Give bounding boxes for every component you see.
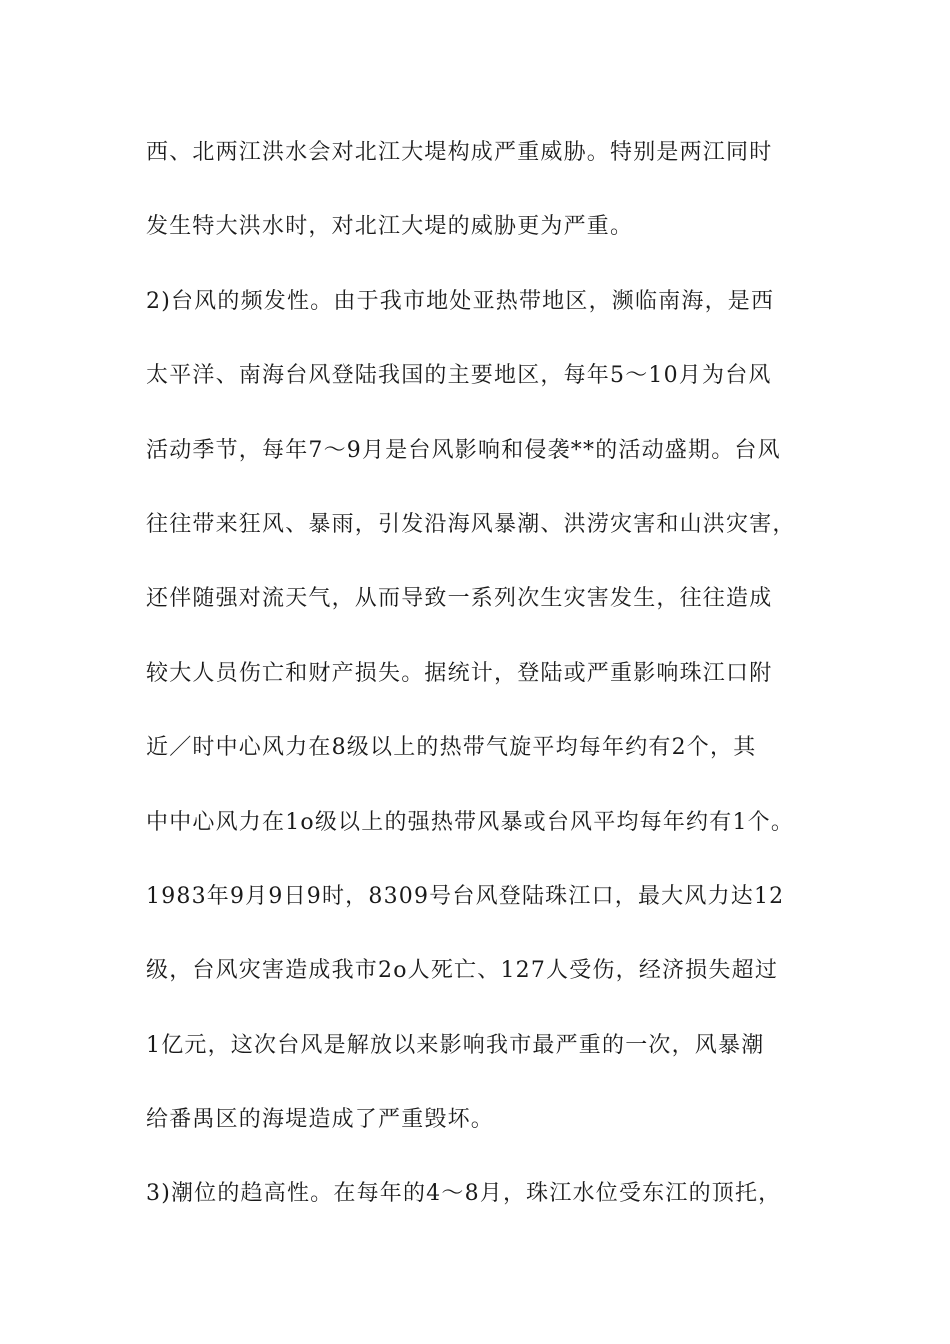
text-line: 西、北两江洪水会对北江大堤构成严重威胁。特别是两江同时 [146,140,773,165]
text-line: 3)潮位的趋高性。在每年的4～8月，珠江水位受东江的顶托， [146,1181,782,1207]
text-line: 近／时中心风力在8级以上的热带气旋平均每年约有2个，其 [146,735,757,761]
body-text [146,131,826,1247]
text-line: 1983年9月9日9时，8309号台风登陆珠江口，最大风力达12 [146,883,785,909]
text-line: 还伴随强对流天气，从而导致一系列次生灾害发生，往往造成 [146,586,773,612]
text-line: 活动季节，每年7～9月是台风影响和侵袭**的活动盛期。台风 [146,437,781,463]
text-line: 给番禺区的海堤造成了严重毁坏。 [146,1107,495,1133]
text-line: 较大人员伤亡和财产损失。据统计，登陆或严重影响珠江口附 [146,660,773,686]
text-line: 1亿元，这次台风是解放以来影响我市最严重的一次，风暴潮 [146,1032,765,1058]
text-line: 级，台风灾害造成我市2o人死亡、127人受伤，经济损失超过 [146,958,779,984]
text-line: 2)台风的频发性。由于我市地处亚热带地区，濒临南海，是西 [146,288,775,314]
text-line: 中中心风力在1o级以上的强热带风暴或台风平均每年约有1个。 [146,809,795,835]
text-line: 往往带来狂风、暴雨，引发沿海风暴潮、洪涝灾害和山洪灾害， [146,511,796,537]
text-line: 发生特大洪水时，对北江大堤的威胁更为严重。 [146,214,634,240]
text-line: 太平洋、南海台风登陆我国的主要地区，每年5～10月为台风 [146,363,772,389]
